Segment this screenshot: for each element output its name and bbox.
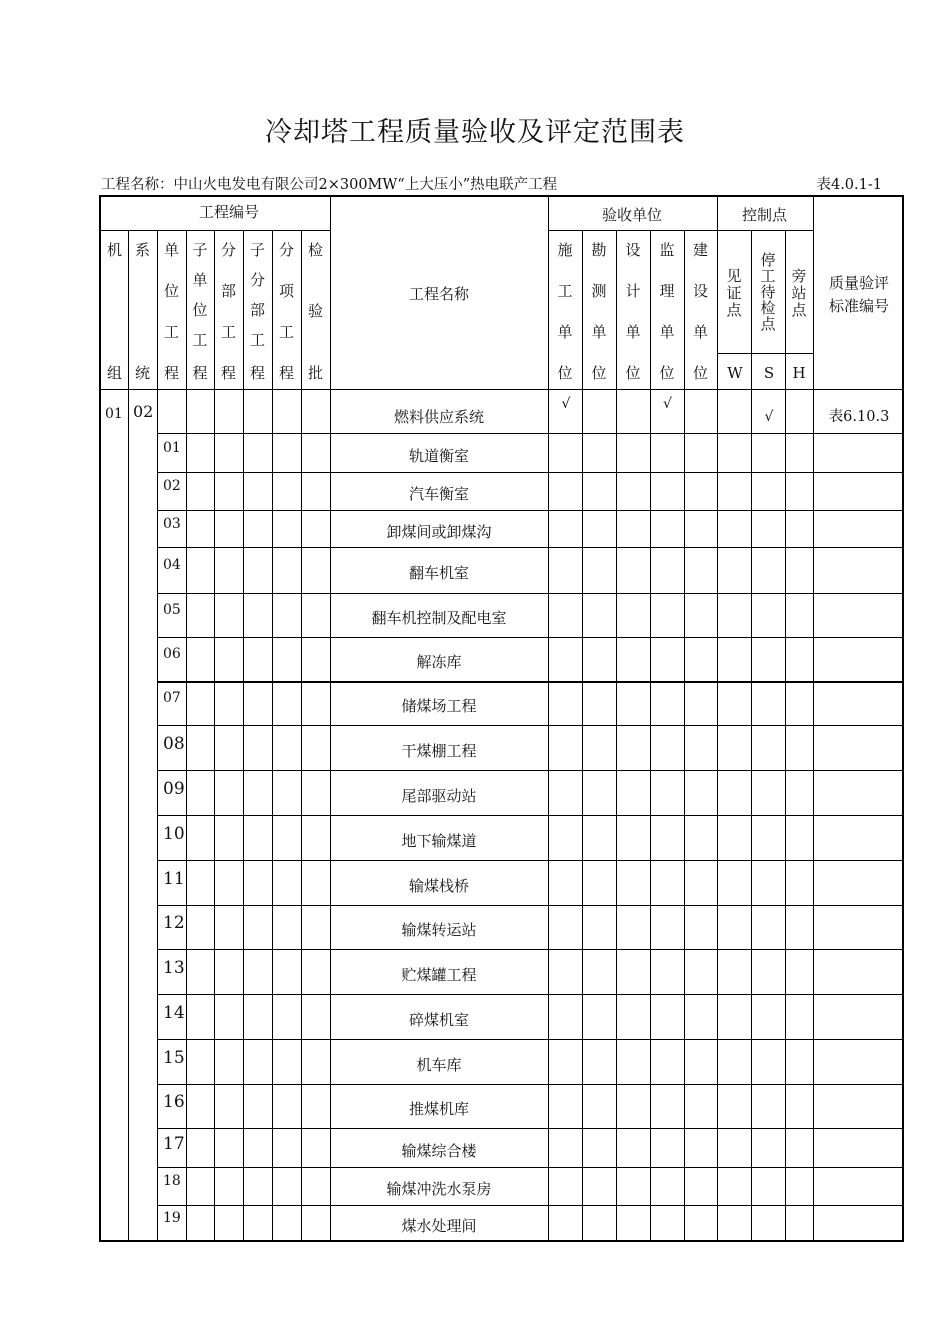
row-code: 19	[163, 1210, 181, 1226]
row-line-19	[157, 1205, 902, 1206]
header-sub-unit-char: 工	[192, 331, 208, 349]
header-hold-point-char: 待	[760, 283, 776, 301]
header-inspection-lot: 批	[307, 364, 323, 382]
document-title: 冷却塔工程质量验收及评定范围表	[265, 117, 685, 148]
row-name: 碎煤机室	[408, 1011, 469, 1029]
row-code: 18	[163, 1173, 181, 1189]
row-name: 煤水处理间	[401, 1217, 477, 1235]
row-line-4	[157, 547, 902, 548]
row-name: 输煤栈桥	[408, 877, 469, 895]
header-survey-unit: 位	[591, 364, 607, 382]
header-division-char: 分	[220, 241, 236, 259]
column-line-5	[272, 230, 273, 1240]
header-sub-division-char: 分	[249, 271, 265, 289]
column-line-3	[214, 230, 215, 1240]
standard-no-value: 表6.10.3	[828, 409, 890, 425]
row-code: 16	[163, 1092, 185, 1112]
header-unit-project-char: 单	[163, 241, 179, 259]
header-supervision-unit: 单	[659, 323, 675, 341]
header-sub-division-char: 工	[249, 331, 265, 349]
row-line-5	[157, 593, 902, 594]
header-survey-unit: 测	[591, 282, 607, 300]
acceptance-scope-table	[99, 195, 904, 1242]
header-witness-point-char: 点	[726, 301, 742, 319]
header-design-unit: 位	[625, 364, 641, 382]
header-witness-point-char: 见	[726, 267, 742, 285]
row-line-11	[157, 860, 902, 861]
header-system: 系	[134, 241, 150, 259]
header-system: 统	[134, 364, 150, 382]
row-line-9	[157, 770, 902, 771]
row-name: 输煤冲洗水泵房	[386, 1180, 492, 1198]
header-construction-unit: 工	[557, 282, 573, 300]
row-name: 翻车机控制及配电室	[371, 609, 507, 627]
header-side-point-char: 点	[791, 301, 807, 319]
row-name: 翻车机室	[408, 564, 469, 582]
header-sub-division-char: 子	[249, 241, 265, 259]
row-code: 04	[163, 557, 181, 573]
header-acceptance-units: 验收单位	[601, 206, 662, 224]
header-design-unit: 设	[625, 241, 641, 259]
header-witness-point-char: 证	[726, 284, 742, 302]
header-survey-unit: 勘	[591, 241, 607, 259]
row-line-17	[157, 1128, 902, 1129]
row-line-18	[157, 1167, 902, 1168]
header-owner-unit: 设	[692, 282, 708, 300]
column-line-4	[243, 230, 244, 1240]
header-w: W	[727, 364, 743, 382]
row-code: 15	[163, 1048, 185, 1068]
header-divider-control	[717, 353, 813, 354]
row-code: 06	[163, 646, 181, 662]
header-h: H	[792, 364, 806, 382]
header-owner-unit: 建	[692, 241, 708, 259]
row-code: 07	[163, 690, 181, 706]
header-construction-unit: 位	[557, 364, 573, 382]
row-line-1	[157, 433, 902, 434]
header-construction-unit: 施	[557, 241, 573, 259]
row-line-2	[157, 472, 902, 473]
column-line-10	[616, 230, 617, 1240]
row-name: 储煤场工程	[401, 697, 477, 715]
table-number: 表4.0.1-1	[816, 177, 882, 193]
row-name: 地下输煤道	[401, 832, 477, 850]
header-construction-unit: 单	[557, 323, 573, 341]
row-code: 05	[163, 602, 181, 618]
row-code: 03	[163, 516, 181, 532]
header-item-char: 项	[278, 282, 294, 300]
header-standard-no: 质量验评 标准编号	[828, 274, 889, 315]
row-line-7	[157, 681, 902, 683]
row-code: 08	[163, 734, 185, 754]
header-supervision-unit: 位	[659, 364, 675, 382]
header-group-code: 工程编号	[198, 203, 259, 221]
row-line-13	[157, 949, 902, 950]
column-line-15	[785, 230, 786, 1240]
header-item-char: 分	[278, 241, 294, 259]
header-survey-unit: 单	[591, 323, 607, 341]
header-division-char: 程	[220, 364, 236, 382]
header-inspection-lot: 验	[307, 302, 323, 320]
row-line-16	[157, 1084, 902, 1085]
row-code: 17	[163, 1134, 185, 1154]
row-name: 轨道衡室	[408, 447, 469, 465]
hold-check: √	[764, 409, 774, 425]
header-design-unit: 单	[625, 323, 641, 341]
header-project-name: 工程名称	[408, 285, 469, 303]
header-division-char: 部	[220, 282, 236, 300]
row-code: 14	[163, 1003, 185, 1023]
header-hold-point-char: 工	[760, 267, 776, 285]
header-unit-project-char: 位	[163, 282, 179, 300]
row-name: 推煤机库	[408, 1100, 469, 1118]
row-code: 09	[163, 779, 185, 799]
header-machine: 组	[106, 364, 122, 382]
header-owner-unit: 位	[692, 364, 708, 382]
row-line-12	[157, 905, 902, 906]
header-machine: 机	[106, 241, 122, 259]
header-hold-point-char: 检	[760, 299, 776, 317]
system-code: 02	[133, 402, 154, 421]
header-s: S	[763, 364, 775, 382]
row-name: 机车库	[416, 1056, 462, 1074]
header-side-point-char: 站	[791, 284, 807, 302]
row-code: 01	[163, 440, 181, 456]
first-row-name: 燃料供应系统	[393, 408, 484, 426]
header-control-points: 控制点	[741, 206, 787, 224]
header-side-point-char: 旁	[791, 267, 807, 285]
header-division-char: 工	[220, 323, 236, 341]
column-line-1	[157, 230, 158, 1240]
column-line-9	[582, 230, 583, 1240]
supervision-check: √	[663, 396, 672, 412]
row-name: 汽车衡室	[408, 485, 469, 503]
header-hold-point-char: 点	[760, 315, 776, 333]
row-line-15	[157, 1039, 902, 1040]
header-sub-unit-char: 程	[192, 364, 208, 382]
column-line-2	[186, 230, 187, 1240]
row-code: 12	[163, 913, 185, 933]
header-divider-code	[101, 230, 330, 231]
construction-check: √	[561, 396, 571, 412]
header-inspection-lot: 检	[307, 241, 323, 259]
header-hold-point-char: 停	[760, 251, 776, 269]
row-line-8	[157, 725, 902, 726]
row-code: 13	[163, 958, 185, 978]
column-line-0	[128, 230, 129, 1240]
row-name: 解冻库	[416, 653, 462, 671]
column-line-11	[650, 230, 651, 1240]
row-line-3	[157, 510, 902, 511]
column-line-12	[684, 230, 685, 1240]
row-code: 02	[163, 478, 181, 494]
header-design-unit: 计	[625, 282, 641, 300]
row-line-6	[157, 637, 902, 638]
machine-code: 01	[105, 406, 123, 422]
row-name: 输煤转运站	[401, 921, 477, 939]
row-code: 10	[163, 824, 185, 844]
header-supervision-unit: 监	[659, 241, 675, 259]
header-owner-unit: 单	[692, 323, 708, 341]
column-line-14	[751, 230, 752, 1240]
column-line-6	[301, 230, 302, 1240]
row-name: 输煤综合楼	[401, 1142, 477, 1160]
header-sub-division-char: 程	[249, 364, 265, 382]
header-sub-division-char: 部	[249, 301, 265, 319]
row-name: 尾部驱动站	[401, 787, 477, 805]
header-bottom-line	[101, 389, 902, 390]
header-item-char: 程	[278, 364, 294, 382]
project-name-label: 工程名称：中山火电发电有限公司2×300MW“上大压小”热电联产工程	[101, 177, 558, 193]
header-unit-project-char: 程	[163, 364, 179, 382]
header-unit-project-char: 工	[163, 323, 179, 341]
row-name: 贮煤罐工程	[401, 966, 477, 984]
row-code: 11	[163, 869, 185, 889]
header-supervision-unit: 理	[659, 282, 675, 300]
row-line-10	[157, 815, 902, 816]
header-divider-units	[548, 230, 813, 231]
header-sub-unit-char: 位	[192, 301, 208, 319]
row-name: 干煤棚工程	[401, 742, 477, 760]
header-sub-unit-char: 单	[192, 271, 208, 289]
header-sub-unit-char: 子	[192, 241, 208, 259]
row-name: 卸煤间或卸煤沟	[386, 523, 492, 541]
header-item-char: 工	[278, 323, 294, 341]
row-line-14	[157, 994, 902, 995]
